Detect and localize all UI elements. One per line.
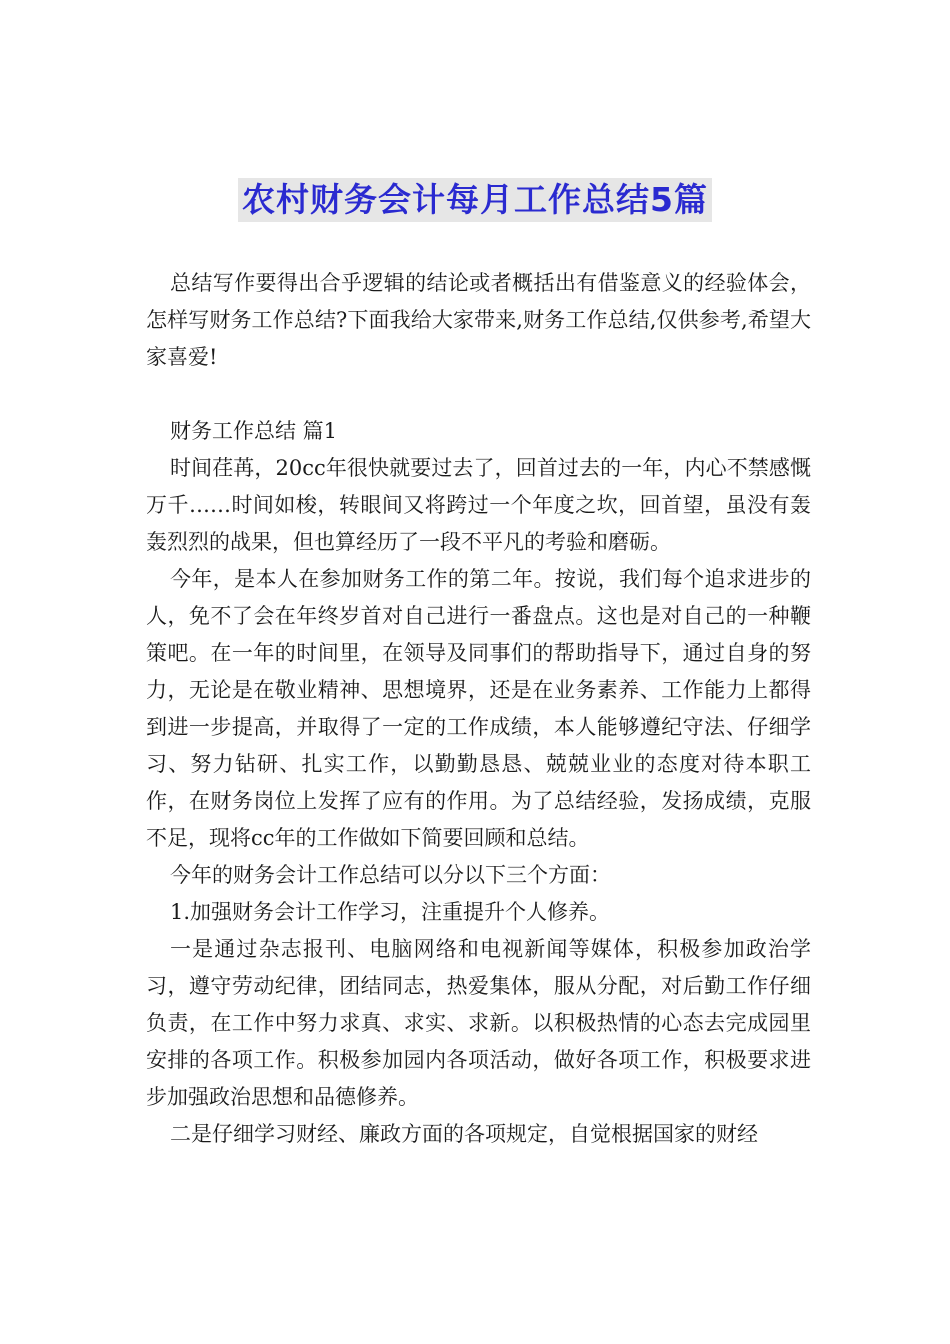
- title-container: [0, 178, 950, 222]
- paragraph-gap: [146, 376, 811, 413]
- body-paragraph: 1.加强财务会计工作学习，注重提升个人修养。: [170, 900, 611, 924]
- body-paragraph: 一是通过杂志报刊、电脑网络和电视新闻等媒体，积极参加政治学习，遵守劳动纪律，团结同志，热爱集体，服从分配，对后勤工作仔细负责，在工作中努力求真、求实、求新。以积极热情的心态去完成园里安排的各项工作。积极参加园内各项活动，做好各项工作，积极要求进步加强政治思想和品德修养。: [146, 937, 811, 1109]
- section-heading: 财务工作总结 篇1: [170, 419, 338, 443]
- body-paragraph: 今年，是本人在参加财务工作的第二年。按说，我们每个追求进步的人，免不了会在年终岁首对自己进行一番盘点。这也是对自己的一种鞭策吧。在一年的时间里，在领导及同事们的帮助指导下，通过自身的努力，无论是在敬业精神、思想境界，还是在业务素养、工作能力上都得到进一步提高，并取得了一定的工作成绩，本人能够遵纪守法、仔细学习、努力钻研、扎实工作，以勤勤恳恳、兢兢业业的态度对待本职工作，在财务岗位上发挥了应有的作用。为了总结经验，发扬成绩，克服不足，现将cc年的工作做如下简要回顾和总结。: [146, 567, 811, 850]
- body-paragraph: 二是仔细学习财经、廉政方面的各项规定，自觉根据国家的财经: [170, 1122, 758, 1146]
- intro-paragraph: 总结写作要得出合乎逻辑的结论或者概括出有借鉴意义的经验体会，怎样写财务工作总结?下面我给大家带来,财务工作总结,仅供参考,希望大家喜爱!: [146, 271, 811, 369]
- body-paragraph: 时间荏苒，20cc年很快就要过去了，回首过去的一年，内心不禁感慨万千……时间如梭，转眼间又将跨过一个年度之坎，回首望，虽没有轰轰烈烈的战果，但也算经历了一段不平凡的考验和磨砺。: [146, 456, 811, 554]
- body-paragraph: 今年的财务会计工作总结可以分以下三个方面：: [170, 863, 611, 887]
- document-title: 农村财务会计每月工作总结5篇: [238, 178, 712, 222]
- document-body: [146, 265, 811, 1153]
